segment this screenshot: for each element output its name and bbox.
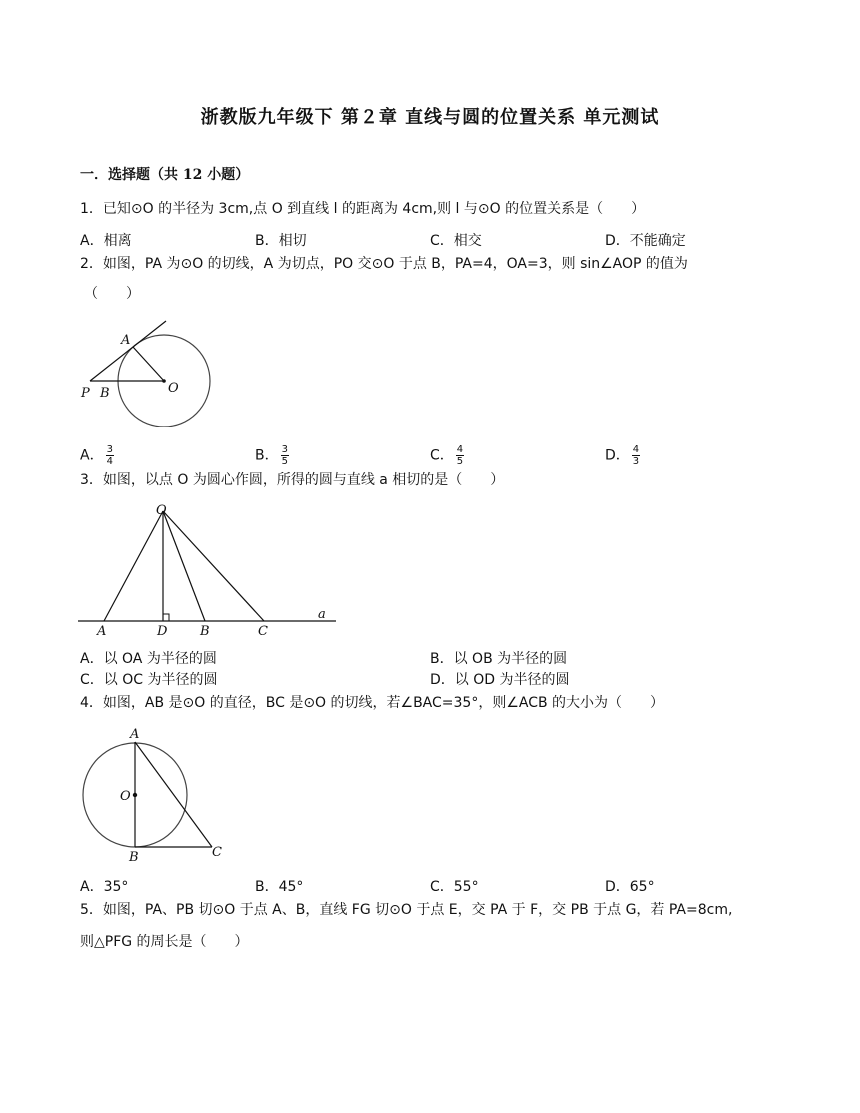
q2-option-b <box>255 444 289 467</box>
q3-label-line-a: a <box>318 607 326 622</box>
q2-option-c-letter: C． <box>430 447 454 464</box>
q3-segment-oc <box>163 511 264 621</box>
q2-center-dot <box>162 379 166 383</box>
q2-tangent-line <box>90 321 166 381</box>
q4-label-c: C <box>212 845 222 860</box>
question-2-stem-cont: （ ） <box>84 286 140 302</box>
q2-label-b: B <box>100 386 110 401</box>
q1-option-d: D．不能确定 <box>605 233 686 249</box>
section-heading: 一．选择题（共 12 小题） <box>80 167 250 183</box>
q2-option-d-fraction <box>632 444 640 467</box>
fraction-denominator: 5 <box>281 456 288 467</box>
q4-option-b: B．45° <box>255 879 304 895</box>
q2-option-b-letter: B． <box>255 447 279 464</box>
q4-label-a: A <box>130 727 140 742</box>
q2-label-p: P <box>81 386 90 401</box>
q4-segment-ac <box>135 742 212 847</box>
question-2-stem: 2．如图，PA 为⊙O 的切线，A 为切点，PO 交⊙O 于点 B，PA=4，OA=3，则 sin∠AOP 的值为 <box>80 256 688 272</box>
q2-line-ao <box>133 347 164 381</box>
q1-option-b: B．相切 <box>255 233 307 249</box>
q4-center-dot <box>133 793 137 797</box>
q2-option-c-fraction <box>456 444 464 467</box>
q3-segment-oa <box>104 511 163 621</box>
q4-label-o: O <box>120 789 131 804</box>
q4-label-b: B <box>129 850 139 865</box>
fraction-denominator: 5 <box>456 456 464 467</box>
question-5-stem: 5．如图，PA、PB 切⊙O 于点 A、B，直线 FG 切⊙O 于点 E，交 PA 于 F，交 PB 于点 G，若 PA=8cm, <box>80 902 733 918</box>
page-title: 浙教版九年级下 第２章 直线与圆的位置关系 单元测试 <box>200 107 660 128</box>
question-4-stem: 4．如图，AB 是⊙O 的直径，BC 是⊙O 的切线，若∠BAC=35°，则∠ACB 的大小为（ ） <box>80 695 665 711</box>
q3-figure <box>74 500 344 640</box>
q1-option-a: A．相离 <box>80 233 132 249</box>
fraction-numerator: 3 <box>106 444 113 455</box>
q2-option-c <box>430 444 464 467</box>
q2-option-a <box>80 444 114 467</box>
q1-option-c: C．相交 <box>430 233 482 249</box>
q4-option-d: D．65° <box>605 879 655 895</box>
q2-option-a-letter: A． <box>80 447 104 464</box>
q2-option-b-fraction <box>281 444 289 467</box>
q3-right-angle-mark <box>163 614 169 621</box>
fraction-denominator: 3 <box>632 456 640 467</box>
fraction-denominator: 4 <box>106 456 113 467</box>
q2-label-a: A <box>121 333 131 348</box>
q4-option-a: A．35° <box>80 879 129 895</box>
q3-segment-ob <box>163 511 205 621</box>
q3-label-c: C <box>258 624 268 639</box>
q3-option-a: A．以 OA 为半径的圆 <box>80 651 217 667</box>
q2-label-o: O <box>168 381 179 396</box>
q3-option-c: C．以 OC 为半径的圆 <box>80 672 218 688</box>
q4-figure <box>74 722 234 868</box>
fraction-numerator: 4 <box>632 444 640 455</box>
q3-option-b: B．以 OB 为半径的圆 <box>430 651 568 667</box>
fraction-numerator: 4 <box>456 444 464 455</box>
q2-option-d <box>605 444 640 467</box>
q2-option-a-fraction <box>106 444 114 467</box>
q4-option-c: C．55° <box>430 879 479 895</box>
question-5-stem-cont: 则△PFG 的周长是（ ） <box>80 934 249 950</box>
q2-option-d-letter: D． <box>605 447 630 464</box>
question-1-stem: 1．已知⊙O 的半径为 3cm,点 O 到直线 l 的距离为 4cm,则 l 与⊙O 的位置关系是（ ） <box>80 201 646 217</box>
q3-label-d: D <box>157 624 168 639</box>
fraction-numerator: 3 <box>281 444 288 455</box>
question-3-stem: 3．如图，以点 O 为圆心作圆，所得的圆与直线 a 相切的是（ ） <box>80 472 505 488</box>
q3-label-b: B <box>200 624 210 639</box>
q2-figure <box>74 315 224 427</box>
q3-label-a: A <box>97 624 107 639</box>
q3-label-o: O <box>156 503 167 518</box>
q3-option-d: D．以 OD 为半径的圆 <box>430 672 570 688</box>
